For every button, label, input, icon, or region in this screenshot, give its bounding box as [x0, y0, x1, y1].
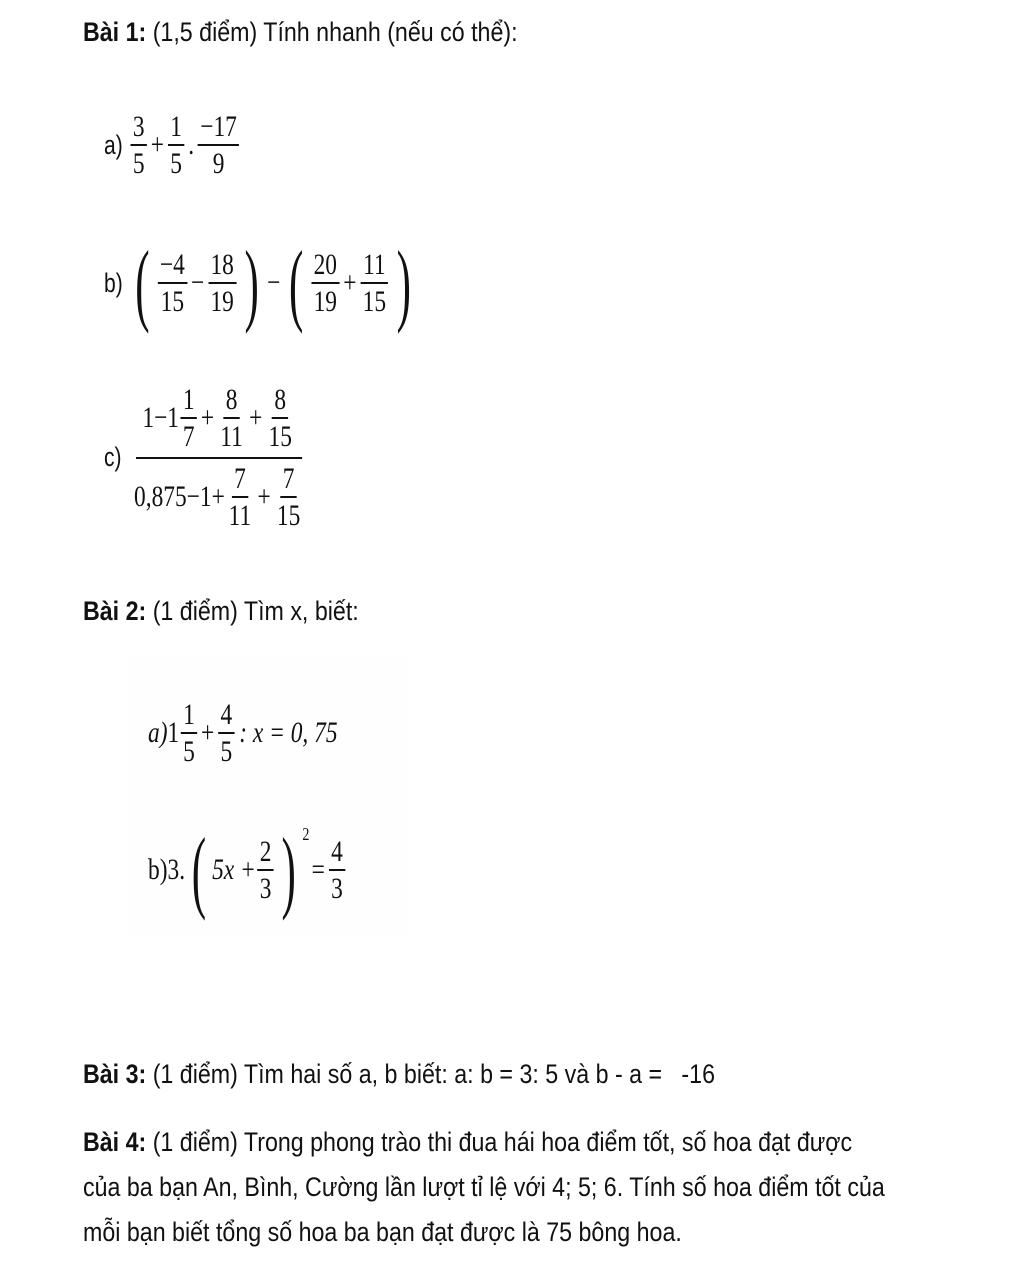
bai1-a-fraction-1: $\frac{3}{5}$ — [131, 111, 147, 180]
bai1-c-num-fraction-2: $\frac{8}{11}$ — [220, 382, 243, 453]
bai2-b-rparen: ) — [281, 818, 296, 921]
bai4-paragraph — [83, 1120, 885, 1255]
bai1-b-op1: − — [191, 266, 205, 299]
bai1-c-den-op1: + — [257, 480, 271, 513]
bai1-c-label: c) — [104, 442, 122, 472]
bai4-line2: của ba bạn An, Bình, Cường lần lượt tỉ lệ với 4; 5; 6. Tính số hoa điểm tốt của — [83, 1172, 885, 1202]
bai1-b-op-mid: − — [267, 266, 281, 299]
bai1-c-num-lead: 1−1 — [142, 401, 180, 434]
bai2-a-rest: : x = 0, 75 — [239, 716, 338, 749]
bai1-a-label: a) — [104, 129, 123, 160]
bai2-b-inner: 5x + — [212, 853, 256, 886]
bai1-b-lparen-1: ( — [135, 231, 150, 334]
bai2-b-lparen: ( — [191, 818, 206, 921]
bai2-a-label: a) — [148, 716, 168, 749]
bai2-b-label: b)3. — [148, 853, 186, 886]
bai1-c-complex-fraction — [128, 384, 311, 532]
bai1-c-num-op1: + — [200, 401, 215, 434]
bai1-b-rparen-1: ) — [244, 231, 259, 334]
bai3-heading — [83, 1057, 715, 1091]
bai1-c-den-fraction-2: $\frac{7}{15}$ — [276, 461, 301, 532]
bai1-b-op2: + — [343, 266, 357, 299]
bai1-heading — [83, 15, 518, 49]
bai2-b-equation — [148, 820, 347, 920]
bai4-line1: (1 điểm) Trong phong trào thi đua hái hoa điểm tốt, số hoa đạt được — [152, 1127, 853, 1157]
bai3-title: Bài 3: — [83, 1059, 147, 1089]
bai2-heading — [83, 594, 359, 628]
bai1-c-den-fraction-1: $\frac{7}{11}$ — [228, 461, 252, 532]
bai4-title: Bài 4: — [83, 1127, 147, 1157]
bai1-b-fraction-4: $\frac{11}{15}$ — [362, 247, 387, 318]
bai2-a-fraction-2: $\frac{4}{5}$ — [218, 699, 234, 768]
bai2-b-fraction-2: $\frac{4}{3}$ — [329, 836, 345, 905]
bai1-a-fraction-3: $\frac{-17}{9}$ — [198, 111, 239, 180]
bai1-b-rparen-2: ) — [396, 231, 411, 334]
bai1-b-expression — [104, 231, 417, 334]
bai2-b-equals: = — [311, 853, 325, 886]
bai2-a-equation — [148, 688, 338, 778]
bai1-c-num-fraction-3: $\frac{8}{15}$ — [268, 382, 292, 453]
bai1-c-denominator — [128, 459, 311, 532]
bai1-c-num-fraction-1: $\frac{1}{7}$ — [181, 384, 197, 453]
bai2-a-fraction-1: $\frac{1}{5}$ — [181, 699, 197, 768]
bai2-title: Bài 2: — [83, 596, 147, 626]
bai1-c-num-op2: + — [249, 401, 263, 434]
bai1-b-lparen-2: ( — [289, 231, 304, 334]
bai1-text: (1,5 điểm) Tính nhanh (nếu có thể): — [152, 17, 518, 47]
bai1-b-fraction-1: $\frac{-4}{15}$ — [158, 249, 188, 318]
bai1-title: Bài 1: — [83, 17, 147, 47]
bai2-b-exponent: 2 — [302, 824, 310, 844]
bai1-c-numerator — [136, 384, 302, 459]
bai2-text: (1 điểm) Tìm x, biết: — [152, 596, 359, 626]
bai1-a-op2: . — [188, 128, 195, 161]
bai4-line3: mỗi bạn biết tổng số hoa ba bạn đạt được là 75 bông hoa. — [83, 1217, 682, 1247]
bai3-text: (1 điểm) Tìm hai số a, b biết: a: b = 3: 5 và b - a = -16 — [152, 1059, 715, 1089]
bai1-c-expression — [104, 370, 310, 545]
bai1-c-den-lead: 0,875−1+ — [134, 480, 225, 513]
bai2-a-whole: 1 — [167, 716, 180, 749]
bai2-b-fraction-1: $\frac{2}{3}$ — [257, 836, 273, 905]
bai1-a-expression — [104, 100, 241, 190]
bai2-a-op1: + — [201, 716, 215, 749]
bai1-b-fraction-2: $\frac{18}{19}$ — [208, 249, 236, 318]
bai1-b-label: b) — [104, 267, 123, 298]
bai1-a-op1: + — [150, 128, 165, 161]
bai1-b-fraction-3: $\frac{20}{19}$ — [311, 249, 339, 318]
bai1-a-fraction-2: $\frac{1}{5}$ — [168, 111, 184, 180]
